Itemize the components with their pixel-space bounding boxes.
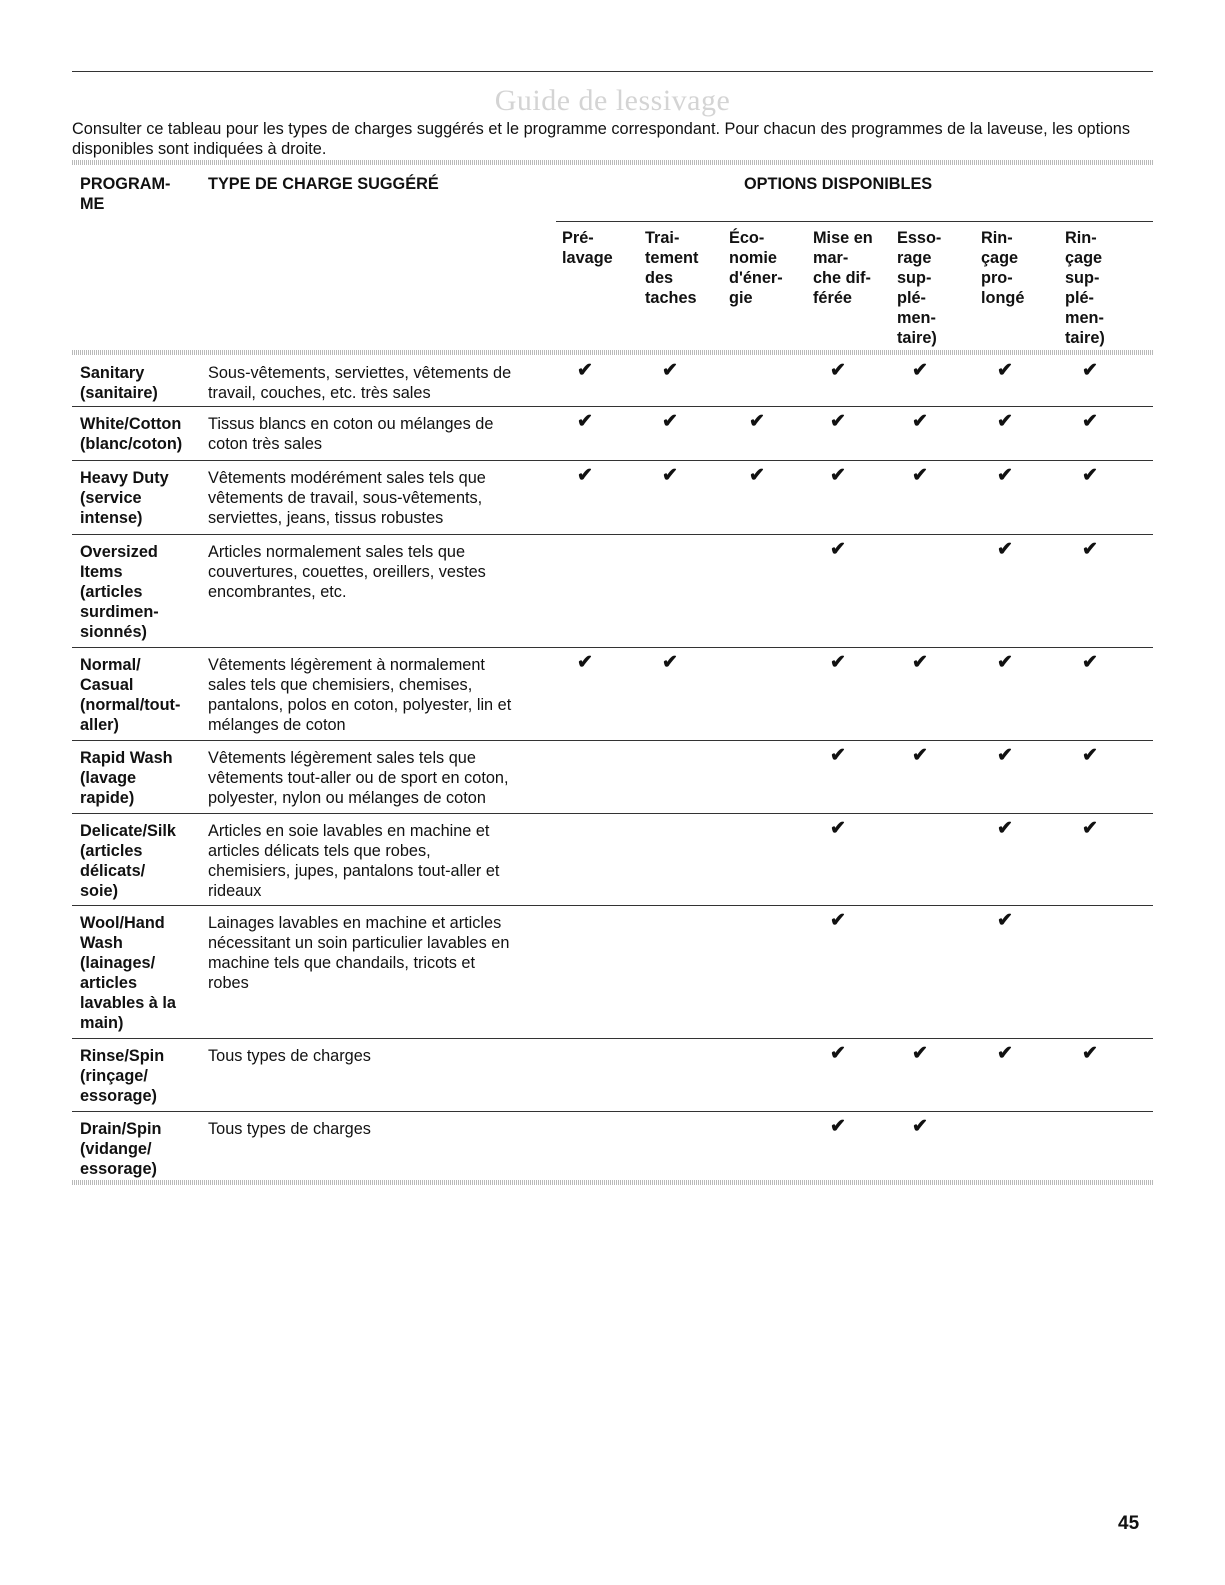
checkmark-icon: ✔ xyxy=(912,1116,928,1137)
checkmark-icon: ✔ xyxy=(997,1043,1013,1064)
table-row xyxy=(72,460,1153,535)
option-header-6: Rin- çage pro- longé xyxy=(981,229,1025,307)
checkmark-icon: ✔ xyxy=(1082,360,1098,381)
checkmark-icon: ✔ xyxy=(830,411,846,432)
checkmark-icon: ✔ xyxy=(577,652,593,673)
checkmark-icon: ✔ xyxy=(577,465,593,486)
checkmark-icon: ✔ xyxy=(1082,539,1098,560)
header-program: PROGRAM- ME xyxy=(80,175,171,213)
checkmark-icon: ✔ xyxy=(997,910,1013,931)
page-title: Guide de lessivage xyxy=(494,84,731,117)
checkmark-icon: ✔ xyxy=(912,745,928,766)
checkmark-icon: ✔ xyxy=(830,910,846,931)
option-header-4: Mise en mar- che dif- férée xyxy=(813,229,873,307)
checkmark-icon: ✔ xyxy=(912,411,928,432)
table-row xyxy=(72,1111,1153,1182)
checkmark-icon: ✔ xyxy=(662,411,678,432)
header-load-type: TYPE DE CHARGE SUGGÉRÉ xyxy=(208,175,439,193)
checkmark-icon: ✔ xyxy=(662,360,678,381)
checkmark-icon: ✔ xyxy=(830,652,846,673)
program-name: White/Cotton (blanc/coton) xyxy=(80,415,183,453)
table-row xyxy=(72,905,1153,1039)
checkmark-icon: ✔ xyxy=(1082,465,1098,486)
table-row xyxy=(72,813,1153,906)
table-row xyxy=(72,406,1153,461)
load-description: Articles en soie lavables en machine et articles délicats tels que robes, chemisiers, jupes, pantalons tout-aller et rideaux xyxy=(208,822,500,900)
checkmark-icon: ✔ xyxy=(997,539,1013,560)
checkmark-icon: ✔ xyxy=(912,1043,928,1064)
checkmark-icon: ✔ xyxy=(1082,652,1098,673)
header-options: OPTIONS DISPONIBLES xyxy=(744,175,933,193)
option-header-5: Esso- rage sup- plé- men- taire) xyxy=(897,229,942,347)
checkmark-icon: ✔ xyxy=(997,411,1013,432)
top-rule xyxy=(72,71,1153,72)
load-description: Vêtements légèrement à normalement sales tels que chemisiers, chemises, pantalons, polos en coton, polyester, lin et mélanges de coton xyxy=(208,656,512,734)
load-description: Articles normalement sales tels que couvertures, couettes, oreillers, vestes encombrantes, etc. xyxy=(208,543,486,601)
dotted-divider-header xyxy=(72,350,1153,355)
program-name: Drain/Spin (vidange/ essorage) xyxy=(80,1120,162,1178)
intro-text: Consulter ce tableau pour les types de charges suggérés et le programme correspondant. Pour chacun des programmes de la laveuse, les options disponibles sont indiquées à droite. xyxy=(72,120,1130,158)
program-name: Sanitary (sanitaire) xyxy=(80,364,158,402)
program-name: Oversized Items (articles surdimen- sionnés) xyxy=(80,543,159,641)
checkmark-icon: ✔ xyxy=(830,818,846,839)
checkmark-icon: ✔ xyxy=(577,360,593,381)
load-description: Tous types de charges xyxy=(208,1047,371,1065)
dotted-divider-top xyxy=(72,160,1153,165)
checkmark-icon: ✔ xyxy=(830,1116,846,1137)
page-number: 45 xyxy=(1118,1513,1140,1534)
option-header-7: Rin- çage sup- plé- men- taire) xyxy=(1065,229,1105,347)
checkmark-icon: ✔ xyxy=(830,745,846,766)
checkmark-icon: ✔ xyxy=(997,465,1013,486)
program-name: Rapid Wash (lavage rapide) xyxy=(80,749,173,807)
checkmark-icon: ✔ xyxy=(830,465,846,486)
checkmark-icon: ✔ xyxy=(749,411,765,432)
checkmark-icon: ✔ xyxy=(997,818,1013,839)
program-name: Normal/ Casual (normal/tout- aller) xyxy=(80,656,181,734)
checkmark-icon: ✔ xyxy=(997,360,1013,381)
checkmark-icon: ✔ xyxy=(997,745,1013,766)
checkmark-icon: ✔ xyxy=(1082,1043,1098,1064)
table-row xyxy=(72,534,1153,648)
option-header-1: Pré- lavage xyxy=(562,229,613,267)
checkmark-icon: ✔ xyxy=(912,360,928,381)
checkmark-icon: ✔ xyxy=(1082,818,1098,839)
checkmark-icon: ✔ xyxy=(662,652,678,673)
load-description: Tous types de charges xyxy=(208,1120,371,1138)
table-row xyxy=(72,1038,1153,1112)
checkmark-icon: ✔ xyxy=(1082,745,1098,766)
load-description: Tissus blancs en coton ou mélanges de coton très sales xyxy=(208,415,494,453)
checkmark-icon: ✔ xyxy=(997,652,1013,673)
load-description: Vêtements légèrement sales tels que vêtements tout-aller ou de sport en coton, polyester, nylon ou mélanges de coton xyxy=(208,749,509,807)
load-description: Sous-vêtements, serviettes, vêtements de travail, couches, etc. très sales xyxy=(208,364,512,402)
options-header-rule xyxy=(556,221,1153,222)
program-name: Delicate/Silk (articles délicats/ soie) xyxy=(80,822,176,900)
table-row xyxy=(72,740,1153,814)
checkmark-icon: ✔ xyxy=(577,411,593,432)
checkmark-icon: ✔ xyxy=(749,465,765,486)
program-name: Wool/Hand Wash (lainages/ articles lavables à la main) xyxy=(80,914,176,1032)
dotted-divider-bottom xyxy=(72,1180,1153,1185)
table-row xyxy=(72,356,1153,406)
checkmark-icon: ✔ xyxy=(1082,411,1098,432)
checkmark-icon: ✔ xyxy=(830,1043,846,1064)
table-row xyxy=(72,647,1153,741)
option-header-2: Trai- tement des taches xyxy=(645,229,699,307)
checkmark-icon: ✔ xyxy=(830,539,846,560)
checkmark-icon: ✔ xyxy=(912,465,928,486)
load-description: Vêtements modérément sales tels que vêtements de travail, sous-vêtements, serviettes, jeans, tissus robustes xyxy=(208,469,486,527)
load-description: Lainages lavables en machine et articles nécessitant un soin particulier lavables en machine tels que chandails, tricots et robes xyxy=(208,914,510,992)
program-name: Heavy Duty (service intense) xyxy=(80,469,169,527)
option-header-3: Éco- nomie d'éner- gie xyxy=(729,229,783,307)
checkmark-icon: ✔ xyxy=(830,360,846,381)
program-name: Rinse/Spin (rinçage/ essorage) xyxy=(80,1047,165,1105)
checkmark-icon: ✔ xyxy=(662,465,678,486)
checkmark-icon: ✔ xyxy=(912,652,928,673)
